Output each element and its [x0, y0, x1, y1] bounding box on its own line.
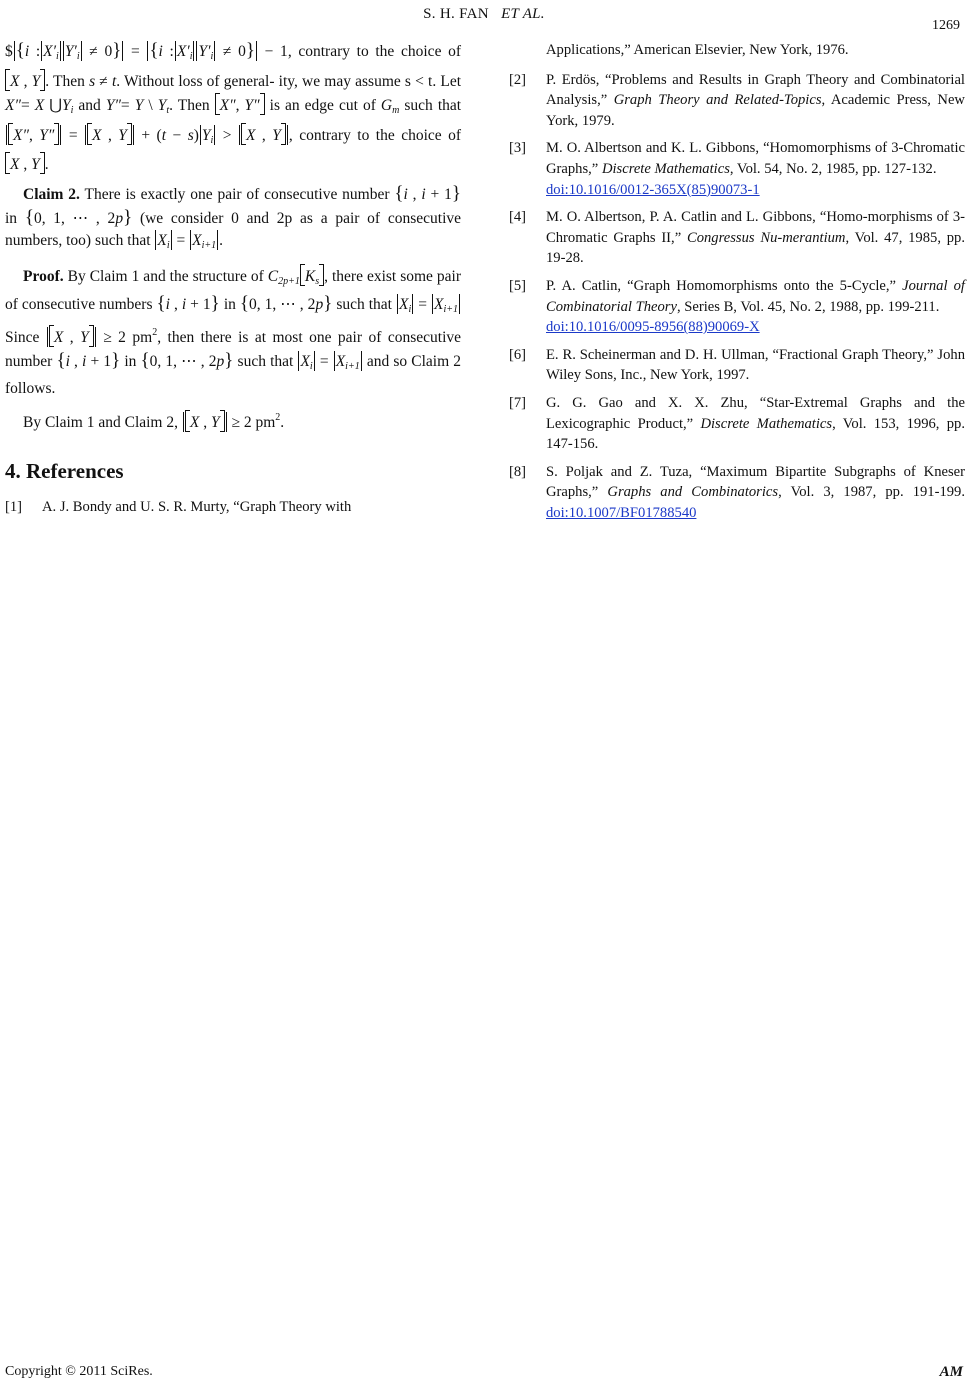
proof-label: Proof.: [23, 267, 64, 285]
left-column: [5, 40, 461, 525]
reference-item: [1] A. J. Bondy and U. S. R. Murty, “Graph Theory with: [5, 497, 461, 518]
doi-link[interactable]: doi:10.1016/0095-8956(88)90069-X: [546, 319, 760, 336]
section-heading-references: 4. References: [5, 459, 124, 484]
claim-2-label: Claim 2.: [23, 185, 80, 203]
reference-item: [3] M. O. Albertson and K. L. Gibbons, “Homomorphisms of 3-Chromatic Graphs,” Discrete Mathematics, Vol. 54, No. 2, 1985, pp. 127-132. doi:10.1016/0012-365X(85)90073-1: [509, 140, 965, 198]
proof-paragraph: Proof. By Claim 1 and the structure of $C_{2p+1}$ $K_s$ , there exist some pair of consecutive numbers {i , i + 1} in {0, 1, ⋯ , 2p} such that $X_i = X_{i+1}$ Since X , Y ≥ 2 $pm^2$, then there is at most one pair of consecutive number {i , i + 1} in {0, 1, ⋯ , 2p} such that $X_i = X_{i+1}$ and so Claim 2 follows.: [5, 264, 461, 401]
reference-item: [8] S. Poljak and Z. Tuza, “Maximum Bipartite Subgraphs of Kneser Graphs,” Graphs and Combinatorics, Vol. 3, 1987, pp. 191-199. doi:10.1007/BF01788540: [509, 463, 965, 521]
page-number: 1269: [932, 18, 960, 33]
reference-item: [6] E. R. Scheinerman and D. H. Ullman, “Fractional Graph Theory,” John Wiley Sons, Inc., New York, 1997.: [509, 346, 965, 384]
proof-continuation-paragraph: $ {i : $X'_i$ $Y'_i \ne 0\} = \{i$ : $X'_i$ $Y'_i \ne 0\} - 1$, contrary to the choice of X , Y . Then s ≠ t. Without loss of general- ity, we may assume s < t. Let X″= X $⋃Y_i$ and Y″= Y \ $Y_t$. Then X″, Y″ is an edge cut of $G_m$ such that X″, Y″ = X , Y + (t − s) $Y_i > X$ , Y , contrary to the choice of X , Y .: [5, 40, 462, 174]
doi-link[interactable]: doi:10.1007/BF01788540: [546, 504, 697, 521]
reference-continuation: Applications,” American Elsevier, New York, 1976.: [546, 42, 849, 58]
journal-abbreviation: AM: [939, 1364, 963, 1380]
running-title-authors: S. H. FAN: [423, 6, 489, 22]
right-column: [509, 40, 965, 530]
running-header: [0, 6, 968, 33]
copyright-notice: Copyright © 2011 SciRes.: [5, 1364, 153, 1379]
claim-2-paragraph: Claim 2. There is exactly one pair of consecutive number {i , i + 1} in {0, 1, ⋯ , 2p} (we consider 0 and 2p as a pair of consecutive numbers, too) such that $X_i = X_{i+1}$ .: [5, 182, 462, 252]
reference-item: [7] G. G. Gao and X. X. Zhu, “Star-Extremal Graphs and the Lexicographic Product,” Discrete Mathematics, Vol. 153, 1996, pp. 147-156.: [509, 394, 965, 453]
reference-item: [4] M. O. Albertson, P. A. Catlin and L. Gibbons, “Homo-morphisms of 3-Chromatic Graphs II,” Congressus Nu-merantium, Vol. 47, 1985, pp. 19-28.: [509, 209, 965, 267]
page-footer: [5, 1364, 963, 1384]
cardinality-equation: $ {i : $X'_i$ $Y'_i \ne 0\} = \{i$ : $X'_i$ $Y'_i \ne 0\} - 1$: [5, 40, 288, 62]
running-title-etal: ET AL.: [501, 6, 545, 22]
reference-item: [5] P. A. Catlin, “Graph Homomorphisms onto the 5-Cycle,” Journal of Combinatorial Theory, Series B, Vol. 45, No. 2, 1988, pp. 199-211. doi:10.1016/0095-8956(88)90069-X: [509, 277, 965, 336]
conclusion-paragraph: By Claim 1 and Claim 2, X , Y ≥ 2 $pm^2$.: [23, 411, 285, 431]
doi-link[interactable]: doi:10.1016/0012-365X(85)90073-1: [546, 181, 760, 198]
reference-number: [1]: [5, 498, 23, 515]
running-title: [0, 6, 968, 23]
reference-item: [2] P. Erdös, “Problems and Results in Graph Theory and Combinatorial Analysis,” Graph Theory and Related-Topics, Academic Press, New York, 1979.: [509, 71, 965, 129]
